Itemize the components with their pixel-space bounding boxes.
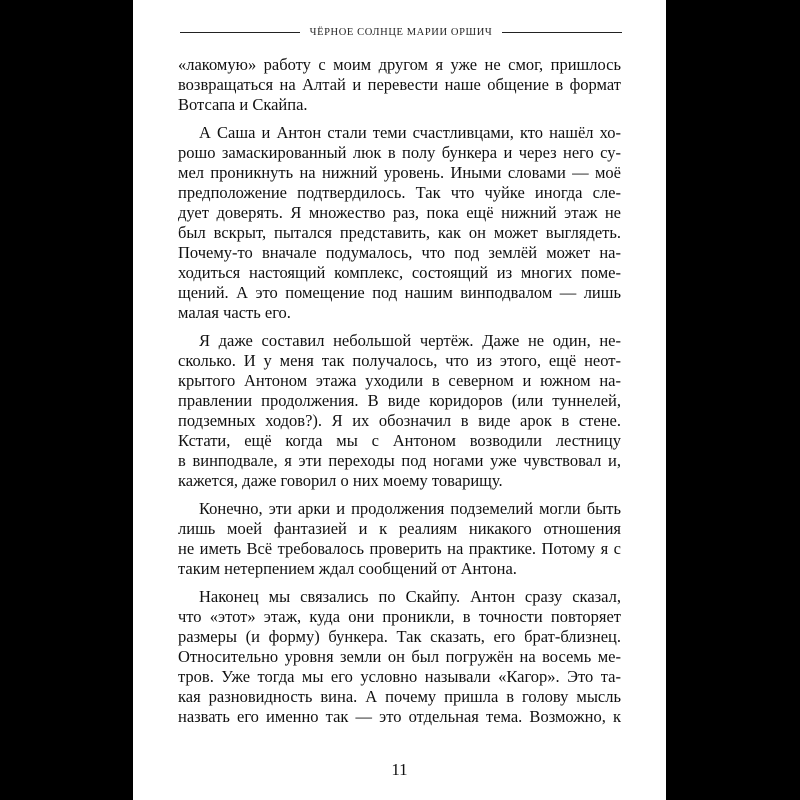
text-line: кая разновидность вина. А почему пришла в голову мысль bbox=[178, 687, 621, 706]
paragraph bbox=[178, 331, 621, 491]
paragraph bbox=[178, 123, 621, 323]
text-line: А Саша и Антон стали теми счастливцами, кто нашёл хо- bbox=[199, 123, 621, 142]
text-line: Конечно, эти арки и продолжения подземелий могли быть bbox=[199, 499, 621, 518]
paragraph bbox=[178, 587, 621, 727]
running-header bbox=[180, 24, 622, 40]
text-line: Вотсапа и Скайпа. bbox=[178, 95, 308, 114]
text-line: кажется, даже говорил о них моему товарищу. bbox=[178, 471, 503, 490]
text-line: крытого Антоном этажа уходили в северном и южном на- bbox=[178, 371, 621, 390]
text-line: Я даже составил небольшой чертёж. Даже не один, не- bbox=[199, 331, 621, 350]
text-line: рошо замаскированный люк в полу бункера и через него су- bbox=[178, 143, 621, 162]
text-line: правлении продолжения. В виде коридоров (или туннелей, bbox=[178, 391, 621, 410]
text-line: Наконец мы связались по Скайпу. Антон сразу сказал, bbox=[199, 587, 621, 606]
text-line: щений. А это помещение под нашим винподвалом — лишь bbox=[178, 283, 621, 302]
text-line: Почему-то вначале подумалось, что под землёй может на- bbox=[178, 243, 621, 262]
text-line: Относительно уровня земли он был погружён на восемь ме- bbox=[178, 647, 621, 666]
text-line: назвать его именно так — это отдельная тема. Возможно, к bbox=[178, 707, 621, 726]
text-line: не иметь Всё требовалось проверить на практике. Потому я с bbox=[178, 539, 621, 558]
text-line: Кстати, ещё когда мы с Антоном возводили лестницу bbox=[178, 431, 621, 450]
text-line: «лакомую» работу с моим другом я уже не смог, пришлось bbox=[178, 55, 621, 74]
text-line: малая часть его. bbox=[178, 303, 291, 322]
book-page bbox=[133, 0, 666, 800]
header-rule-right bbox=[502, 32, 622, 33]
text-line: что «этот» этаж, куда они проникли, в точности повторяет bbox=[178, 607, 621, 626]
paragraph bbox=[178, 55, 621, 115]
text-line: тров. Уже тогда мы его условно называли «Кагор». Это та- bbox=[178, 667, 621, 686]
text-line: ходиться настоящий комплекс, состоящий из многих поме- bbox=[178, 263, 621, 282]
paragraph bbox=[178, 499, 621, 579]
text-line: сколько. И у меня так получалось, что из этого, ещё неот- bbox=[178, 351, 621, 370]
text-line: в винподвале, я эти переходы под ногами уже чувствовал и, bbox=[178, 451, 621, 470]
header-rule-left bbox=[180, 32, 300, 33]
page-number: 11 bbox=[391, 760, 408, 779]
text-line: размеры (и форму) бункера. Так сказать, его брат-близнец. bbox=[178, 627, 621, 646]
running-header-title: ЧЁРНОЕ СОЛНЦЕ МАРИИ ОРШИЧ bbox=[309, 26, 493, 38]
text-line: мел проникнуть на нижний уровень. Иными словами — моё bbox=[178, 163, 621, 182]
text-line: дует доверять. Я множество раз, пока ещё нижний этаж не bbox=[178, 203, 621, 222]
page-body-text bbox=[178, 55, 621, 735]
text-line: возвращаться на Алтай и перевести наше общение в формат bbox=[178, 75, 621, 94]
text-line: лишь моей фантазией и к реалиям никакого отношения bbox=[178, 519, 621, 538]
text-line: предположение подтвердилось. Так что чуйке иногда сле- bbox=[178, 183, 621, 202]
text-line: подземных ходов?). Я их обозначил в виде арок в стене. bbox=[178, 411, 621, 430]
text-line: был вскрыт, пытался представить, как он может выглядеть. bbox=[178, 223, 621, 242]
text-line: таким нетерпением ждал сообщений от Антона. bbox=[178, 559, 517, 578]
